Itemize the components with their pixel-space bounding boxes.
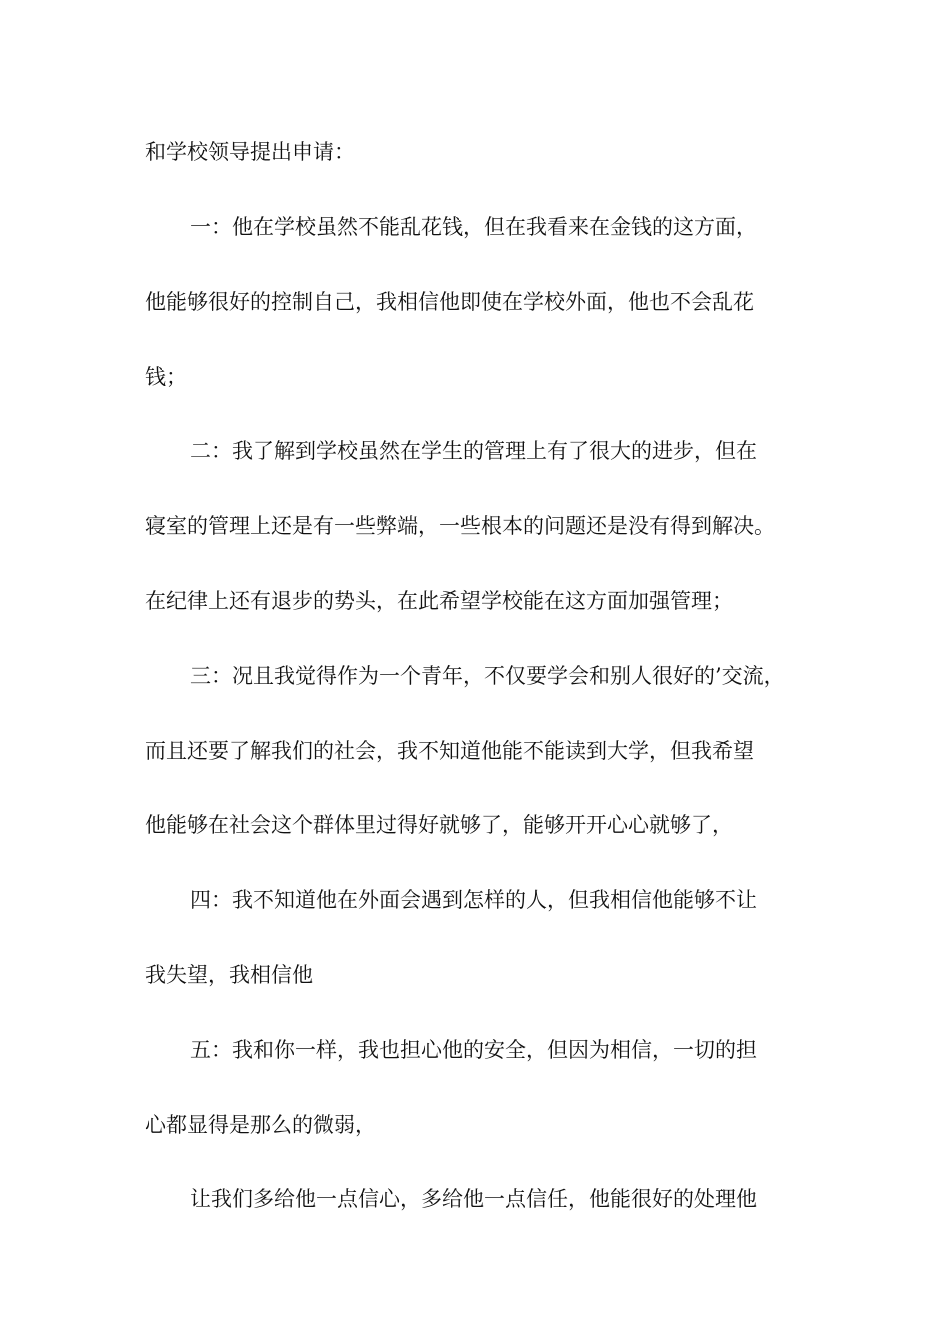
- text-line: 和学校领导提出申请：: [145, 140, 355, 164]
- text-line: 心都显得是那么的微弱，: [145, 1113, 376, 1137]
- text-line: 而且还要了解我们的社会，我不知道他能不能读到大学，但我希望: [145, 739, 754, 763]
- text-line: 我失望，我相信他: [145, 963, 313, 987]
- text-line: 他能够在社会这个群体里过得好就够了，能够开开心心就够了，: [145, 813, 733, 837]
- text-line: 钱；: [145, 365, 187, 389]
- text-line: 一：他在学校虽然不能乱花钱，但在我看来在金钱的这方面，: [190, 215, 757, 239]
- text-line: 寝室的管理上还是有一些弊端，一些根本的问题还是没有得到解决。: [145, 514, 775, 538]
- text-line: 五：我和你一样，我也担心他的安全，但因为相信，一切的担: [190, 1038, 757, 1062]
- text-line: 他能够很好的控制自己，我相信他即使在学校外面，他也不会乱花: [145, 290, 754, 314]
- text-line: 让我们多给他一点信心，多给他一点信任，他能很好的处理他: [190, 1187, 757, 1211]
- text-line: 二：我了解到学校虽然在学生的管理上有了很大的进步，但在: [190, 439, 757, 463]
- text-line: 三：况且我觉得作为一个青年，不仅要学会和别人很好的’交流，: [190, 664, 785, 688]
- text-line: 四：我不知道他在外面会遇到怎样的人，但我相信他能够不让: [190, 888, 757, 912]
- text-line: 在纪律上还有退步的势头，在此希望学校能在这方面加强管理；: [145, 589, 733, 613]
